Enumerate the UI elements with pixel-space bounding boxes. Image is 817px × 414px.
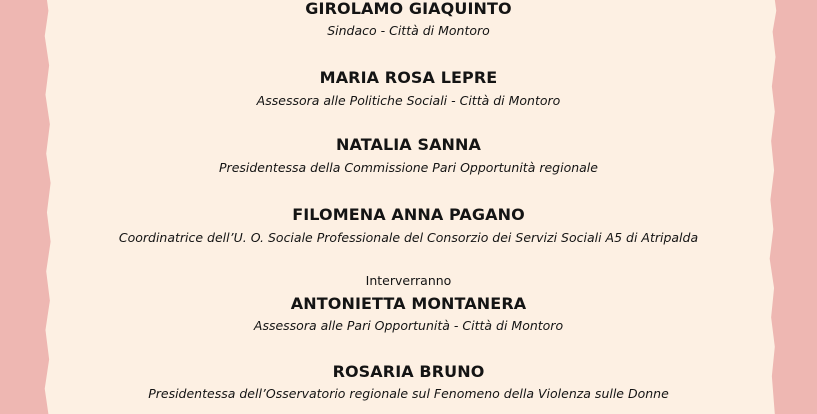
speaker-role: Presidentessa dell’Osservatorio regionale sul Fenomeno della Violenza sulle Donne [148,386,669,401]
section-label: Interverranno [365,273,452,288]
person-name: NATALIA SANNA [335,135,482,154]
person-role: Presidentessa della Commissione Pari Opportunità regionale [219,160,598,175]
person-name: FILOMENA ANNA PAGANO [292,205,525,224]
speaker-name: ROSARIA BRUNO [332,362,485,381]
person-name: MARIA ROSA LEPRE [319,68,498,87]
person-role: Coordinatrice dell’U. O. Sociale Professionale del Consorzio dei Servizi Sociali A5 di Atripalda [118,230,699,245]
speaker-role: Assessora alle Pari Opportunità - Città di Montoro [253,318,564,333]
speaker-name: ANTONIETTA MONTANERA [290,294,527,313]
person-role: Sindaco - Città di Montoro [327,23,490,38]
person-role: Assessora alle Politiche Sociali - Città di Montoro [256,93,561,108]
person-name: GIROLAMO GIAQUINTO [305,0,512,18]
